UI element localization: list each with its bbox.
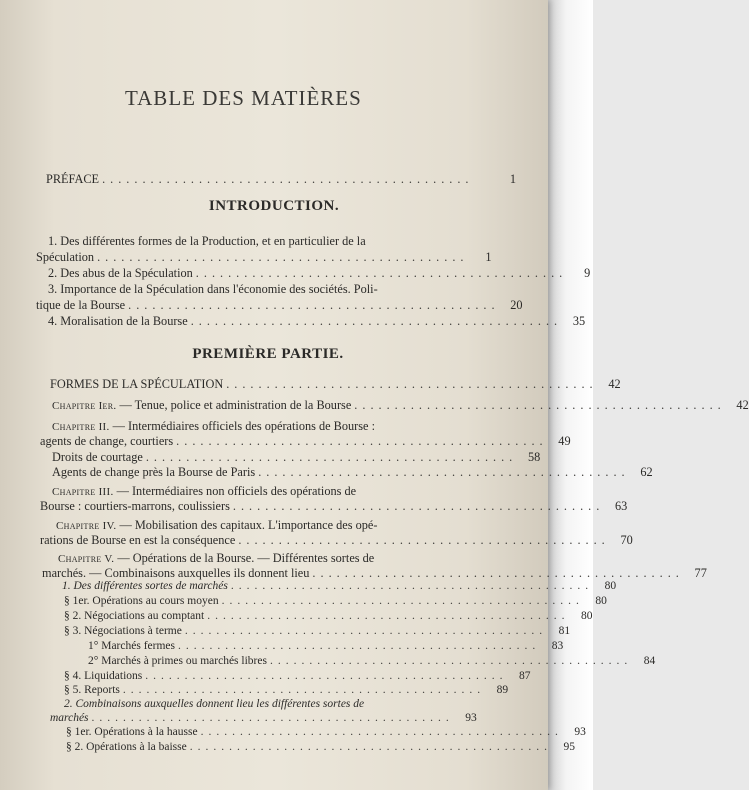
toc-entry: § 1er. Opérations au cours moyen .............................................. 80: [64, 595, 607, 607]
toc-entry-line: 1. Des différentes formes de la Production, et en particulier de la: [48, 234, 366, 248]
toc-entry: § 4. Liquidations .............................................. 87: [64, 670, 531, 682]
section-heading-premiere-partie: PREMIÈRE PARTIE.: [192, 346, 344, 362]
toc-entry: 2° Marchés à primes ou marchés libres .............................................. 84: [88, 655, 656, 667]
toc-entry-chapter-5: Chapitre V. — Opérations de la Bourse. — Différentes sortes de: [58, 551, 375, 565]
toc-entry: Agents de change près la Bourse de Paris .............................................. 62: [52, 465, 653, 479]
toc-entry-preface: PRÉFACE .............................................. 1: [46, 172, 516, 186]
background-surface: [548, 0, 593, 790]
page-title: TABLE DES MATIÈRES: [125, 86, 362, 110]
toc-entry: 4. Moralisation de la Bourse .............................................. 35: [48, 314, 586, 328]
toc-entry-line: 2. Combinaisons auxquelles donnent lieu les différentes sortes de: [64, 698, 365, 710]
toc-entry: tique de la Bourse .............................................. 20: [36, 298, 523, 312]
toc-entry-line: 3. Importance de la Spéculation dans l'économie des sociétés. Poli-: [48, 282, 378, 296]
toc-entry: § 2. Opérations à la baisse .............................................. 95: [66, 741, 575, 753]
toc-entry: § 5. Reports .............................................. 89: [64, 684, 509, 696]
toc-entry-chapter-2: Chapitre II. — Intermédiaires officiels des opérations de Bourse :: [52, 419, 375, 433]
toc-entry: marchés. — Combinaisons auxquelles ils donnent lieu .............................................. 77: [42, 566, 707, 580]
toc-entry: 1. Des différentes sortes de marchés .............................................. 80: [62, 580, 617, 592]
toc-entry: § 3. Négociations à terme .............................................. 81: [64, 625, 571, 637]
toc-entry-chapter-1: Chapitre Ier. — Tenue, police et administration de la Bourse .............................................. 42: [52, 398, 749, 412]
toc-entry: marchés .............................................. 93: [50, 712, 477, 724]
toc-entry: 2. Des abus de la Spéculation .............................................. 9: [48, 266, 591, 280]
toc-entry-chapter-4: Chapitre IV. — Mobilisation des capitaux. L'importance des opé-: [56, 518, 378, 532]
section-heading-introduction: INTRODUCTION.: [208, 198, 340, 214]
toc-entry: Spéculation .............................................. 1: [36, 250, 492, 264]
toc-entry-chapter-3: Chapitre III. — Intermédiaires non officiels des opérations de: [52, 484, 357, 498]
toc-entry: rations de Bourse en est la conséquence .............................................. 70: [40, 533, 633, 547]
toc-entry: § 2. Négociations au comptant .............................................. 80: [64, 610, 593, 622]
toc-entry: FORMES DE LA SPÉCULATION .............................................. 42: [50, 377, 621, 391]
toc-entry: 1° Marchés fermes .............................................. 83: [88, 640, 564, 652]
toc-entry: Droits de courtage .............................................. 58: [52, 450, 541, 464]
toc-entry: agents de change, courtiers .............................................. 49: [40, 434, 571, 448]
toc-entry: Bourse : courtiers-marrons, coulissiers .............................................. 63: [40, 499, 628, 513]
toc-entry: § 1er. Opérations à la hausse .............................................. 93: [66, 726, 586, 738]
